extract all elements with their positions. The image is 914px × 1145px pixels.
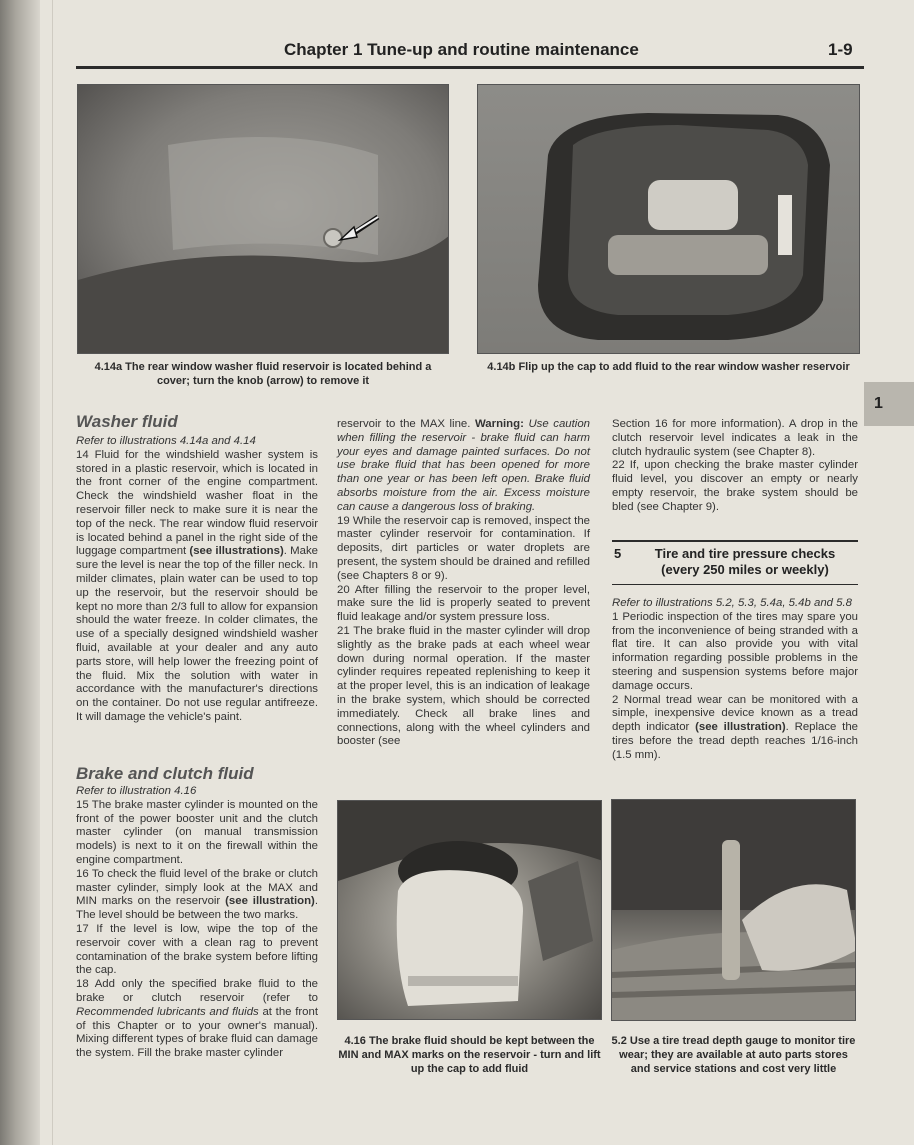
photo-52-drawing bbox=[612, 800, 856, 1021]
page-number: 1-9 bbox=[828, 40, 853, 59]
header-rule bbox=[76, 66, 864, 69]
section5-rule-top bbox=[612, 540, 858, 542]
paragraph-21: 21 The brake fluid in the master cylinder will drop slightly as the brake pads at each wheel wear down during normal operation. If the master cylinder requires repeated replenishing to keep it at the proper level, this is an indication of leakage in the brake system, which should be corrected immediately. Check all brake lines and connections, along with the wheel cylinders and booster (see bbox=[337, 624, 590, 748]
washer-fluid-text bbox=[76, 435, 318, 725]
tire-paragraph-2: 2 Normal tread wear can be monitored with a simple, inexpensive device known as a tread depth indicator (see illustration). Replace the tires before the tread depth reaches 1/16-inch (1.5 mm). bbox=[612, 693, 858, 761]
tire-check-text bbox=[612, 597, 858, 763]
caption-416: 4.16 The brake fluid should be kept between the MIN and MAX marks on the reservoir - turn and lift up the cap to add fluid bbox=[338, 1035, 601, 1075]
caption-414a: 4.14a The rear window washer fluid reservoir is located behind a cover; turn the knob (arrow) to remove it bbox=[94, 361, 432, 387]
tire-ref: Refer to illustrations 5.2, 5.3, 5.4a, 5.4b and 5.8 bbox=[612, 597, 852, 609]
caption-52: 5.2 Use a tire tread depth gauge to monitor tire wear; they are available at auto parts stores and service stations and cost very little bbox=[611, 1035, 856, 1075]
section5-number: 5 bbox=[614, 546, 622, 561]
brake-fluid-text bbox=[76, 785, 318, 1061]
chapter-title: Chapter 1 Tune-up and routine maintenance bbox=[284, 40, 639, 59]
heading-washer-fluid: Washer fluid bbox=[76, 412, 178, 431]
paragraph-20: 20 After filling the reservoir to the proper level, make sure the lid is properly seated to prevent fluid leakage and/or system pressure loss. bbox=[337, 583, 590, 624]
middle-column-text bbox=[337, 418, 590, 749]
photo-tread-depth-gauge bbox=[611, 799, 856, 1021]
paragraph-17: 17 If the level is low, wipe the top of the reservoir cover with a clean rag to prevent contamination of the brake system before lifting the cap. bbox=[76, 922, 318, 977]
warning-paragraph: reservoir to the MAX line. Warning: Use caution when filling the reservoir - brake fluid can harm your eyes and damage painted surfaces. Do not use brake fluid that has been opened for more than one year or has been left open. Brake fluid absorbs moisture from the air. Excess moisture can cause a dangerous loss of braking. bbox=[337, 418, 590, 513]
paragraph-section16: Section 16 for more information). A drop in the clutch reservoir level indicates a leak in the clutch hydraulic system (see Chapter 8). bbox=[612, 418, 858, 458]
photo-brake-reservoir bbox=[337, 800, 602, 1020]
paragraph-19: 19 While the reservoir cap is removed, inspect the master cylinder reservoir for contamination. If deposits, dirt particles or water droplets are present, the system should be drained and refilled (see Chapters 8 or 9). bbox=[337, 514, 590, 582]
paragraph-14: 14 Fluid for the windshield washer system is stored in a plastic reservoir, which is located in the front corner of the engine compartment. Check the windshield washer float in the reservoir filler neck to make sure it is near the top of the neck. The rear window fluid reservoir is located behind a panel in the right side of the luggage compartment (see illustrations). Make sure the level is near the top of the filler neck. In milder climates, plain water can be used to top up the reservoir, but the reservoir should be kept no more than 2/3 full to allow for expansion should the water freeze. In colder climates, the use of a specially designed windshield washer fluid, available at your dealer and any auto parts store, will help lower the freezing point of the fluid. Mix the solution with water in accordance with the manufacturer's directions on the container. Do not use regular antifreeze. It will damage the vehicle's paint. bbox=[76, 448, 319, 723]
paragraph-22: 22 If, upon checking the brake master cylinder fluid level, you discover an empty or nearly empty reservoir, the brake system should be bled (see Chapter 9). bbox=[612, 459, 858, 513]
margin-line bbox=[52, 0, 53, 1145]
section5-title: Tire and tire pressure checks (every 250 miles or weekly) bbox=[654, 546, 836, 577]
paragraph-15: 15 The brake master cylinder is mounted on the front of the power booster unit and the clutch master cylinder (on manual transmission models) is next to it on the firewall within the engine compartment. bbox=[76, 798, 318, 866]
right-column-text bbox=[612, 418, 858, 515]
book-spine-shadow bbox=[0, 0, 40, 1145]
brake-ref: Refer to illustration 4.16 bbox=[76, 785, 197, 797]
photo-rear-washer-cover bbox=[77, 84, 449, 354]
photo-414b-drawing bbox=[478, 85, 860, 354]
heading-brake-clutch-fluid: Brake and clutch fluid bbox=[76, 764, 254, 783]
chapter-tab: 1 bbox=[864, 382, 914, 426]
photo-416-drawing bbox=[338, 801, 602, 1020]
paragraph-16: 16 To check the fluid level of the brake or clutch master cylinder, simply look at the MAX and MIN marks on the reservoir (see illustration). The level should be between the two marks. bbox=[76, 867, 318, 922]
section5-rule-bottom bbox=[612, 584, 858, 585]
photo-rear-washer-reservoir bbox=[477, 84, 860, 354]
washer-ref: Refer to illustrations 4.14a and 4.14 bbox=[76, 435, 256, 447]
paragraph-18: 18 Add only the specified brake fluid to the brake or clutch reservoir (refer to Recommended lubricants and fluids at the front of this Chapter or to your owner's manual). Mixing different types of brake fluid can damage the system. Fill the brake master cylinder bbox=[76, 978, 318, 1060]
caption-414b: 4.14b Flip up the cap to add fluid to the rear window washer reservoir bbox=[487, 361, 850, 373]
tire-paragraph-1: 1 Periodic inspection of the tires may spare you from the inconvenience of being stranded with a flat tire. It can also provide you with vital information regarding possible problems in the steering and suspension systems before major damage occurs. bbox=[612, 610, 858, 692]
photo-414a-drawing bbox=[78, 85, 449, 354]
